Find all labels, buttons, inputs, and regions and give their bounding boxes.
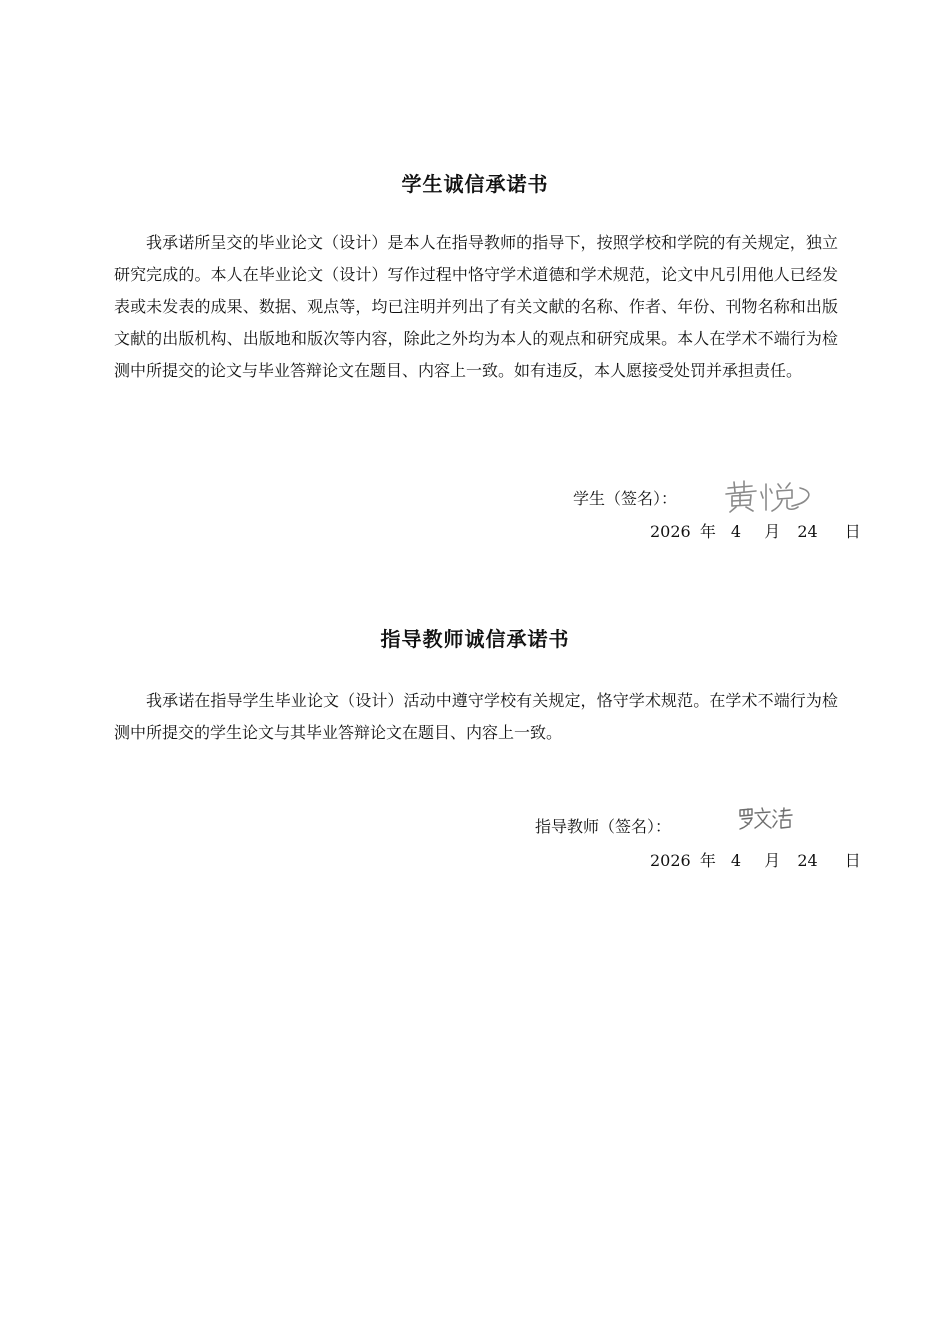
advisor-signature-label: 指导教师（签名）：	[535, 817, 672, 836]
advisor-date-year-unit: 年	[699, 851, 716, 870]
advisor-pledge-title: 指导教师诚信承诺书	[380, 627, 570, 651]
student-date	[650, 520, 861, 544]
advisor-date-day: 24	[797, 851, 818, 870]
student-pledge-body: 我承诺所呈交的毕业论文（设计）是本人在指导教师的指导下，按照学校和学院的有关规定，独立研究完成的。本人在毕业论文（设计）写作过程中恪守学术道德和学术规范，论文中凡引用他人已经发表或未发表的成果、数据、观点等，均已注明并列出了有关文献的名称、作者、年份、刊物名称和出版文献的出版机构、出版地和版次等内容，除此之外均为本人的观点和研究成果。本人在学术不端行为检测中所提交的论文与毕业答辩论文在题目、内容上一致。如有违反，本人愿接受处罚并承担责任。	[114, 233, 838, 380]
student-date-day: 24	[797, 522, 818, 541]
student-date-year: 2026	[650, 522, 691, 541]
advisor-date-month-unit: 月	[764, 851, 781, 870]
student-pledge-title: 学生诚信承诺书	[401, 172, 549, 196]
student-date-year-unit: 年	[699, 522, 716, 541]
student-date-day-unit: 日	[844, 522, 861, 541]
student-date-month: 4	[730, 522, 742, 541]
advisor-date-year: 2026	[650, 851, 691, 870]
advisor-signature-image	[738, 806, 794, 832]
advisor-date	[650, 849, 861, 873]
student-signature-image	[722, 478, 818, 514]
advisor-date-month: 4	[730, 851, 742, 870]
student-signature-label: 学生（签名）：	[573, 489, 678, 508]
advisor-date-day-unit: 日	[844, 851, 861, 870]
advisor-pledge-body: 我承诺在指导学生毕业论文（设计）活动中遵守学校有关规定，恪守学术规范。在学术不端行为检测中所提交的学生论文与其毕业答辩论文在题目、内容上一致。	[114, 691, 838, 742]
student-date-month-unit: 月	[764, 522, 781, 541]
